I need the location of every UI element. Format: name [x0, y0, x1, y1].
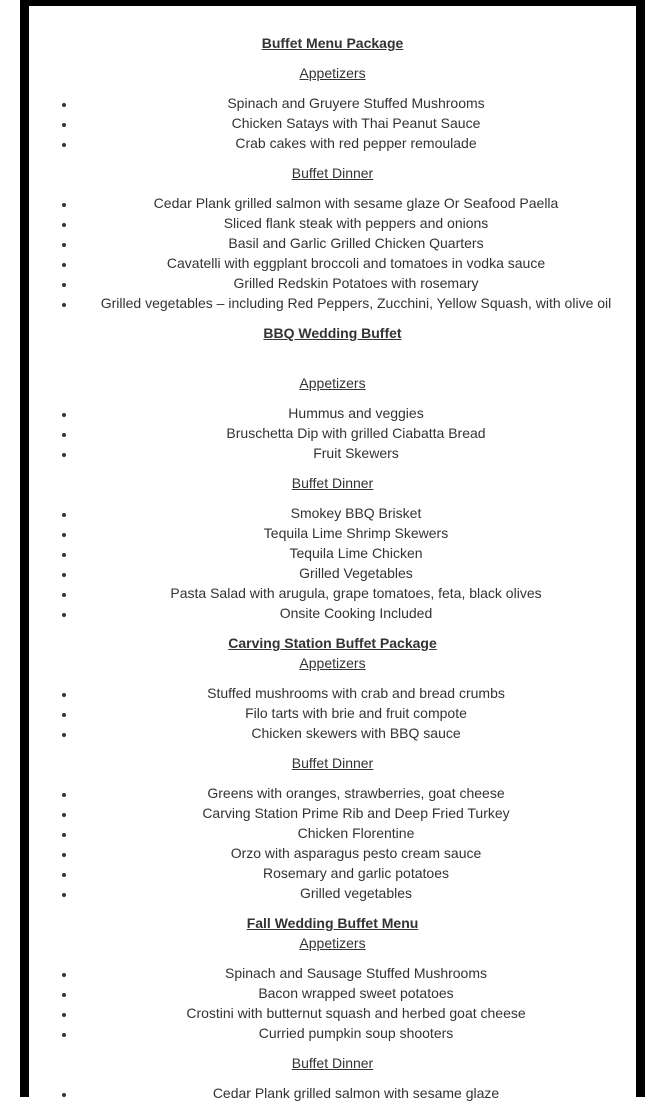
dinner-list [29, 1083, 636, 1103]
menu-title: BBQ Wedding Buffet [263, 325, 402, 341]
menu-title: Buffet Menu Package [261, 35, 404, 51]
list-item: • Greens with oranges, strawberries, goat cheese [76, 783, 636, 803]
buffet-dinner-heading: Buffet Dinner [291, 475, 374, 491]
list-item: • Crostini with butternut squash and herbed goat cheese [76, 1003, 636, 1023]
appetizers-list [29, 93, 636, 153]
menu-section [29, 323, 636, 623]
list-item: • Grilled Redskin Potatoes with rosemary [76, 273, 636, 293]
list-item: • Hummus and veggies [76, 403, 636, 423]
list-item: • Spinach and Sausage Stuffed Mushrooms [76, 963, 636, 983]
buffet-dinner-heading: Buffet Dinner [291, 1055, 374, 1071]
list-item: • Cedar Plank grilled salmon with sesame glaze [76, 1083, 636, 1103]
list-item: • Bacon wrapped sweet potatoes [76, 983, 636, 1003]
list-item: • Tequila Lime Chicken [76, 543, 636, 563]
appetizers-heading: Appetizers [299, 655, 366, 671]
list-item: • Fruit Skewers [76, 443, 636, 463]
list-item: • Chicken skewers with BBQ sauce [76, 723, 636, 743]
menu-title: Carving Station Buffet Package [228, 635, 437, 651]
list-item: • Filo tarts with brie and fruit compote [76, 703, 636, 723]
dinner-list [29, 783, 636, 903]
appetizers-heading: Appetizers [299, 375, 366, 391]
list-item: • Sliced flank steak with peppers and onions [76, 213, 636, 233]
list-item: • Orzo with asparagus pesto cream sauce [76, 843, 636, 863]
buffet-dinner-heading: Buffet Dinner [291, 755, 374, 771]
menu-content [29, 6, 636, 1103]
document-page [29, 6, 636, 1101]
dinner-list [29, 193, 636, 313]
appetizers-list [29, 403, 636, 463]
list-item: • Rosemary and garlic potatoes [76, 863, 636, 883]
list-item: • Spinach and Gruyere Stuffed Mushrooms [76, 93, 636, 113]
list-item: • Curried pumpkin soup shooters [76, 1023, 636, 1043]
list-item: • Chicken Satays with Thai Peanut Sauce [76, 113, 636, 133]
list-item: • Cedar Plank grilled salmon with sesame glaze Or Seafood Paella [76, 193, 636, 213]
menu-section [29, 6, 636, 313]
list-item: • Pasta Salad with arugula, grape tomatoes, feta, black olives [76, 583, 636, 603]
list-item: • Smokey BBQ Brisket [76, 503, 636, 523]
list-item: • Carving Station Prime Rib and Deep Fried Turkey [76, 803, 636, 823]
list-item: • Grilled vegetables [76, 883, 636, 903]
menu-section [29, 633, 636, 903]
list-item: • Bruschetta Dip with grilled Ciabatta Bread [76, 423, 636, 443]
dinner-list [29, 503, 636, 623]
buffet-dinner-heading: Buffet Dinner [291, 165, 374, 181]
appetizers-list [29, 963, 636, 1043]
list-item: • Crab cakes with red pepper remoulade [76, 133, 636, 153]
list-item: • Grilled vegetables – including Red Peppers, Zucchini, Yellow Squash, with olive oil [76, 293, 636, 313]
list-item: • Stuffed mushrooms with crab and bread crumbs [76, 683, 636, 703]
list-item: • Grilled Vegetables [76, 563, 636, 583]
list-item: • Chicken Florentine [76, 823, 636, 843]
list-item: • Tequila Lime Shrimp Skewers [76, 523, 636, 543]
list-item: • Onsite Cooking Included [76, 603, 636, 623]
menu-title: Fall Wedding Buffet Menu [246, 915, 419, 931]
appetizers-heading: Appetizers [299, 935, 366, 951]
appetizers-heading: Appetizers [299, 65, 366, 81]
appetizers-list [29, 683, 636, 743]
list-item: • Basil and Garlic Grilled Chicken Quarters [76, 233, 636, 253]
list-item: • Cavatelli with eggplant broccoli and tomatoes in vodka sauce [76, 253, 636, 273]
menu-section [29, 913, 636, 1103]
